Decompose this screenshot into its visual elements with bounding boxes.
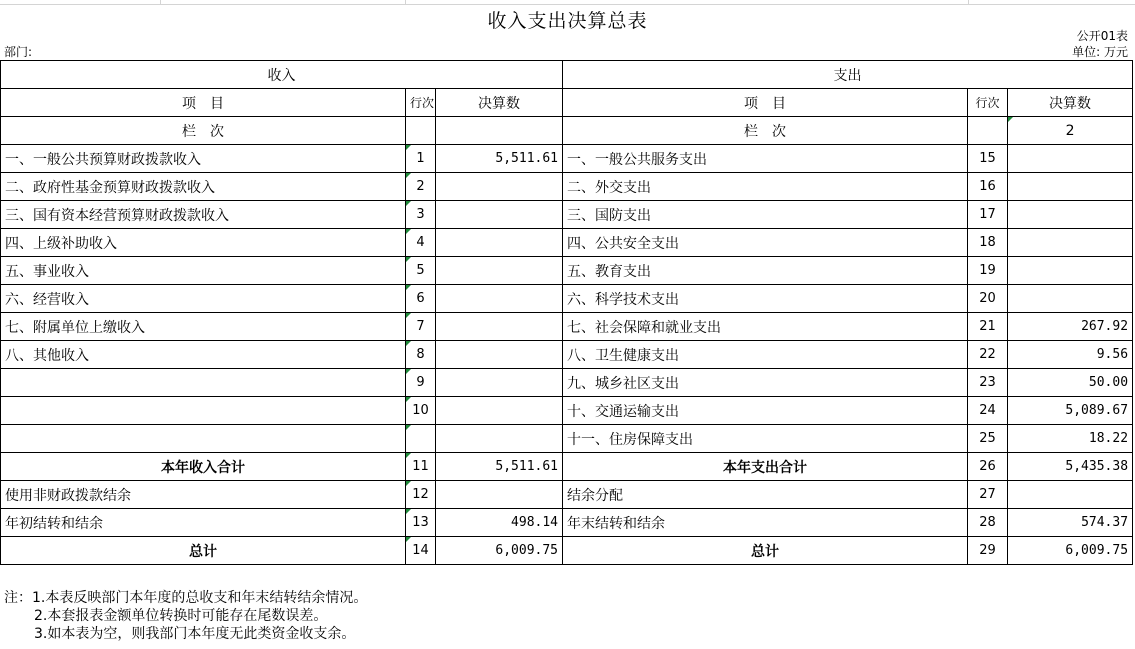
expense-line-no: 15 — [968, 145, 1008, 173]
expense-line-no: 23 — [968, 369, 1008, 397]
table-row — [1, 257, 1133, 285]
expense-line-no-header: 行次 — [968, 89, 1008, 117]
income-amount — [436, 285, 563, 313]
income-amount — [436, 201, 563, 229]
expense-amount: 6,009.75 — [1008, 537, 1133, 565]
expense-line-no: 19 — [968, 257, 1008, 285]
summary-row — [1, 537, 1133, 565]
expense-amount — [1008, 145, 1133, 173]
income-column-label-amount — [436, 117, 563, 145]
expense-line-no: 16 — [968, 173, 1008, 201]
table-row — [1, 201, 1133, 229]
income-line-no: 10 — [406, 397, 436, 425]
table-row — [1, 173, 1133, 201]
income-item: 五、事业收入 — [1, 257, 406, 285]
income-line-no: 6 — [406, 285, 436, 313]
table-row — [1, 341, 1133, 369]
expense-item: 五、教育支出 — [563, 257, 968, 285]
spreadsheet-gridline — [405, 0, 406, 4]
expense-item: 四、公共安全支出 — [563, 229, 968, 257]
income-line-no: 12 — [406, 481, 436, 509]
expense-item: 十、交通运输支出 — [563, 397, 968, 425]
expense-line-no: 28 — [968, 509, 1008, 537]
table-row — [1, 313, 1133, 341]
income-item: 七、附属单位上缴收入 — [1, 313, 406, 341]
column-header-row — [1, 89, 1133, 117]
income-summary-item: 总计 — [1, 537, 406, 565]
expense-line-no: 27 — [968, 481, 1008, 509]
expense-line-no: 25 — [968, 425, 1008, 453]
income-item — [1, 397, 406, 425]
income-amount — [436, 173, 563, 201]
income-amount — [436, 369, 563, 397]
expense-line-no: 18 — [968, 229, 1008, 257]
expense-line-no: 26 — [968, 453, 1008, 481]
table-row — [1, 285, 1133, 313]
income-section-header: 收入 — [1, 61, 563, 89]
income-item: 二、政府性基金预算财政拨款收入 — [1, 173, 406, 201]
income-line-no: 11 — [406, 453, 436, 481]
expense-summary-item: 年末结转和结余 — [563, 509, 968, 537]
income-column-label: 栏 次 — [1, 117, 406, 145]
expense-item-header: 项 目 — [563, 89, 968, 117]
form-code: 公开01表 — [1076, 29, 1128, 43]
income-line-no: 1 — [406, 145, 436, 173]
expense-section-header: 支出 — [563, 61, 1133, 89]
income-amount-header: 决算数 — [436, 89, 563, 117]
income-item: 一、一般公共预算财政拨款收入 — [1, 145, 406, 173]
footnote-2: 2.本套报表金额单位转换时可能存在尾数误差。 — [34, 608, 328, 624]
income-line-no: 7 — [406, 313, 436, 341]
income-column-label-no — [406, 117, 436, 145]
income-line-no: 8 — [406, 341, 436, 369]
expense-line-no: 17 — [968, 201, 1008, 229]
expense-item: 七、社会保障和就业支出 — [563, 313, 968, 341]
income-item — [1, 369, 406, 397]
income-amount: 5,511.61 — [436, 453, 563, 481]
expense-column-label-no — [968, 117, 1008, 145]
income-item: 四、上级补助收入 — [1, 229, 406, 257]
income-amount — [436, 257, 563, 285]
table-row — [1, 369, 1133, 397]
income-item: 三、国有资本经营预算财政拨款收入 — [1, 201, 406, 229]
expense-line-no: 20 — [968, 285, 1008, 313]
expense-amount: 5,435.38 — [1008, 453, 1133, 481]
income-line-no: 2 — [406, 173, 436, 201]
income-item: 八、其他收入 — [1, 341, 406, 369]
income-summary-item: 使用非财政拨款结余 — [1, 481, 406, 509]
footnotes — [4, 589, 367, 643]
report-title: 收入支出决算总表 — [487, 10, 648, 32]
footnote-3: 3.如本表为空，则我部门本年度无此类资金收支余。 — [34, 626, 356, 642]
spreadsheet-top-gridline — [0, 0, 1135, 5]
table-row — [1, 145, 1133, 173]
table-row — [1, 229, 1133, 257]
expense-line-no: 24 — [968, 397, 1008, 425]
expense-column-number: 2 — [1008, 117, 1133, 145]
income-line-no: 5 — [406, 257, 436, 285]
expense-summary-item: 本年支出合计 — [563, 453, 968, 481]
income-amount — [436, 397, 563, 425]
expense-amount: 9.56 — [1008, 341, 1133, 369]
income-amount: 5,511.61 — [436, 145, 563, 173]
expense-amount — [1008, 229, 1133, 257]
income-amount: 6,009.75 — [436, 537, 563, 565]
summary-row — [1, 509, 1133, 537]
expense-column-label: 栏 次 — [563, 117, 968, 145]
expense-item: 六、科学技术支出 — [563, 285, 968, 313]
income-item: 六、经营收入 — [1, 285, 406, 313]
expense-item: 八、卫生健康支出 — [563, 341, 968, 369]
expense-amount: 267.92 — [1008, 313, 1133, 341]
income-line-no: 4 — [406, 229, 436, 257]
expense-amount: 574.37 — [1008, 509, 1133, 537]
expense-amount — [1008, 285, 1133, 313]
expense-line-no: 29 — [968, 537, 1008, 565]
footnote-1: 注：1.本表反映部门本年度的总收支和年末结转结余情况。 — [4, 590, 368, 606]
spreadsheet-gridline — [968, 0, 969, 4]
expense-summary-item: 结余分配 — [563, 481, 968, 509]
income-line-no — [406, 425, 436, 453]
income-summary-item: 年初结转和结余 — [1, 509, 406, 537]
summary-row — [1, 453, 1133, 481]
expense-amount — [1008, 173, 1133, 201]
expense-amount — [1008, 201, 1133, 229]
income-amount: 498.14 — [436, 509, 563, 537]
expense-item: 十一、住房保障支出 — [563, 425, 968, 453]
income-line-no: 9 — [406, 369, 436, 397]
expense-item: 一、一般公共服务支出 — [563, 145, 968, 173]
income-amount — [436, 425, 563, 453]
expense-amount: 18.22 — [1008, 425, 1133, 453]
expense-amount: 50.00 — [1008, 369, 1133, 397]
summary-row — [1, 481, 1133, 509]
income-amount — [436, 341, 563, 369]
expense-item: 九、城乡社区支出 — [563, 369, 968, 397]
expense-summary-item: 总计 — [563, 537, 968, 565]
expense-amount-header: 决算数 — [1008, 89, 1133, 117]
income-line-no: 13 — [406, 509, 436, 537]
income-line-no: 14 — [406, 537, 436, 565]
expense-line-no: 22 — [968, 341, 1008, 369]
income-item — [1, 425, 406, 453]
table-row — [1, 397, 1133, 425]
unit-label: 单位: 万元 — [1072, 45, 1128, 59]
section-header-row — [1, 61, 1133, 89]
expense-line-no: 21 — [968, 313, 1008, 341]
income-expense-table — [0, 60, 1133, 565]
expense-item: 三、国防支出 — [563, 201, 968, 229]
expense-amount — [1008, 481, 1133, 509]
income-amount — [436, 229, 563, 257]
income-amount — [436, 481, 563, 509]
income-amount — [436, 313, 563, 341]
department-label: 部门: — [4, 45, 33, 59]
income-summary-item: 本年收入合计 — [1, 453, 406, 481]
column-label-row — [1, 117, 1133, 145]
income-line-no: 3 — [406, 201, 436, 229]
table-row — [1, 425, 1133, 453]
expense-amount — [1008, 257, 1133, 285]
spreadsheet-gridline — [160, 0, 161, 4]
income-item-header: 项 目 — [1, 89, 406, 117]
expense-item: 二、外交支出 — [563, 173, 968, 201]
expense-amount: 5,089.67 — [1008, 397, 1133, 425]
income-line-no-header: 行次 — [406, 89, 436, 117]
